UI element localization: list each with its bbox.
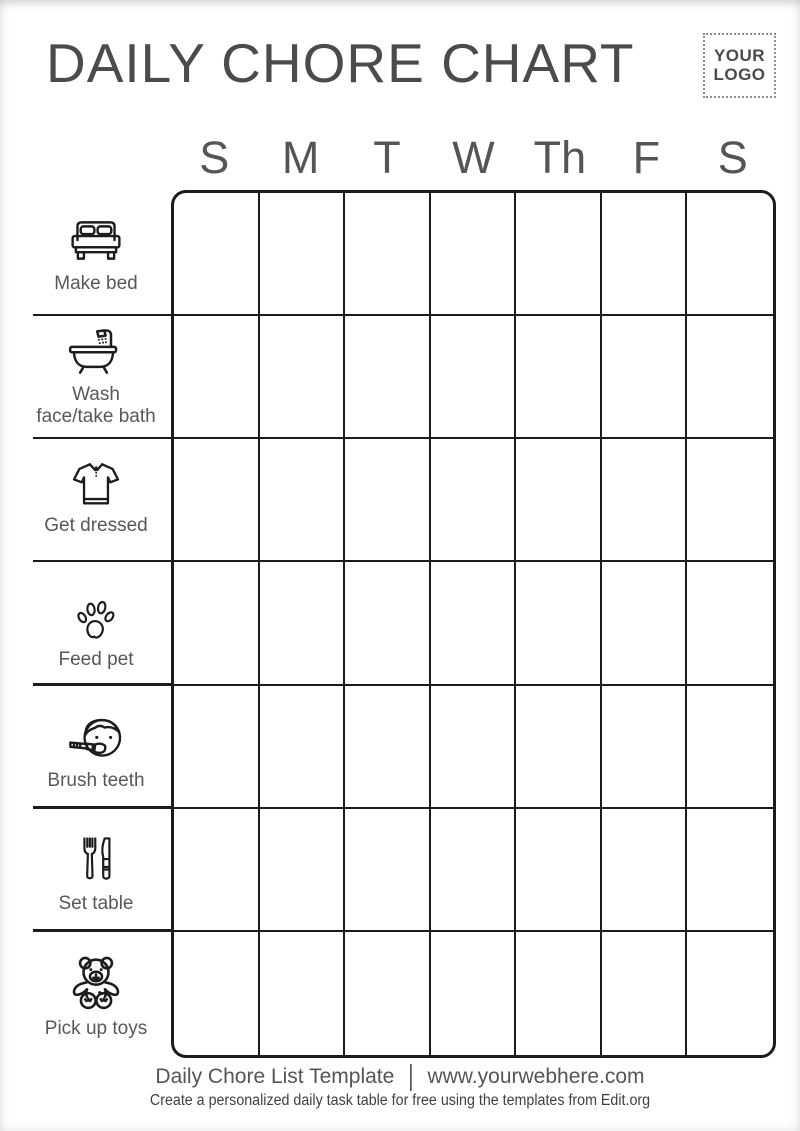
- day-cell: [345, 316, 431, 439]
- page-title: DAILY CHORE CHART: [46, 32, 635, 94]
- chore-row-brush-teeth: [20, 686, 172, 807]
- day-cell: [345, 686, 431, 809]
- chore-label: Get dressed: [44, 515, 148, 537]
- logo-placeholder: [703, 33, 776, 98]
- day-cell: [687, 809, 773, 932]
- day-cell: [174, 193, 260, 316]
- day-cell: [602, 809, 688, 932]
- footer-website: www.yourwebhere.com: [427, 1065, 645, 1088]
- day-cell: [431, 809, 517, 932]
- paw-print-icon: [73, 596, 119, 642]
- day-cell: [174, 316, 260, 439]
- chore-label: Brush teeth: [47, 769, 145, 791]
- day-header-tuesday: T: [373, 132, 401, 183]
- day-cell: [174, 809, 260, 932]
- day-cell: [687, 686, 773, 809]
- day-cell: [260, 686, 346, 809]
- day-cell: [516, 809, 602, 932]
- day-cell: [516, 439, 602, 562]
- day-cell: [260, 809, 346, 932]
- day-cell: [687, 562, 773, 685]
- day-cell: [431, 932, 517, 1055]
- day-cell: [602, 439, 688, 562]
- footer-tagline: Create a personalized daily task table for free using the templates from Edit.org: [149, 1092, 651, 1109]
- day-cell: [345, 193, 431, 316]
- chore-row-make-bed: [20, 193, 172, 314]
- day-cell: [260, 439, 346, 562]
- day-cell: [431, 193, 517, 316]
- day-cell: [345, 932, 431, 1055]
- day-cell: [516, 316, 602, 439]
- chore-label: Make bed: [54, 273, 138, 295]
- day-cell: [431, 439, 517, 562]
- day-cell: [174, 439, 260, 562]
- day-cell: [602, 686, 688, 809]
- chore-grid: [171, 190, 776, 1058]
- day-cell: [602, 316, 688, 439]
- day-header-saturday: S: [717, 132, 748, 183]
- day-cell: [174, 932, 260, 1055]
- day-cell: [260, 193, 346, 316]
- chore-label: Set table: [58, 892, 134, 914]
- chore-row-pick-up-toys: [20, 932, 172, 1053]
- brush-teeth-icon: [66, 711, 126, 763]
- day-cell: [687, 439, 773, 562]
- day-cell: [602, 932, 688, 1055]
- day-cell: [516, 686, 602, 809]
- logo-text-line2: LOGO: [713, 64, 766, 84]
- day-cell: [516, 932, 602, 1055]
- day-header-monday: M: [281, 132, 320, 183]
- day-cell: [345, 439, 431, 562]
- day-cell: [431, 562, 517, 685]
- polo-shirt-icon: [69, 460, 123, 508]
- day-cell: [345, 562, 431, 685]
- day-cell: [431, 686, 517, 809]
- bed-icon: [67, 219, 125, 266]
- day-cell: [260, 932, 346, 1055]
- day-cell: [260, 316, 346, 439]
- day-cell: [602, 193, 688, 316]
- day-cell: [516, 193, 602, 316]
- day-cell: [516, 562, 602, 685]
- day-cell: [431, 316, 517, 439]
- chore-row-set-table: [20, 809, 172, 930]
- day-cell: [687, 932, 773, 1055]
- teddy-bear-icon: [65, 954, 127, 1011]
- bathtub-icon: [66, 325, 126, 377]
- chore-label: Feed pet: [58, 648, 134, 670]
- day-cell: [174, 686, 260, 809]
- day-header-wednesday: W: [452, 132, 495, 183]
- day-header-friday: F: [632, 132, 661, 183]
- day-cell: [687, 193, 773, 316]
- day-cell: [174, 562, 260, 685]
- day-header-sunday: S: [199, 132, 230, 183]
- footer-template-name: Daily Chore List Template: [155, 1065, 395, 1088]
- day-cell: [260, 562, 346, 685]
- day-header-thursday: Th: [533, 132, 587, 183]
- chore-row-get-dressed: [20, 439, 172, 560]
- day-cell: [345, 809, 431, 932]
- day-cell: [687, 316, 773, 439]
- footer-separator: |: [408, 1060, 414, 1092]
- chore-label: Wash face/take bath: [36, 383, 156, 428]
- chore-row-feed-pet: [20, 562, 172, 683]
- chore-label: Pick up toys: [44, 1018, 148, 1040]
- day-cell: [602, 562, 688, 685]
- fork-knife-icon: [75, 835, 117, 886]
- logo-text-line1: YOUR: [713, 45, 766, 65]
- day-header-row: [171, 130, 776, 186]
- footer-credit: [0, 1062, 800, 1092]
- chore-row-wash-face-take-bath: [20, 316, 172, 437]
